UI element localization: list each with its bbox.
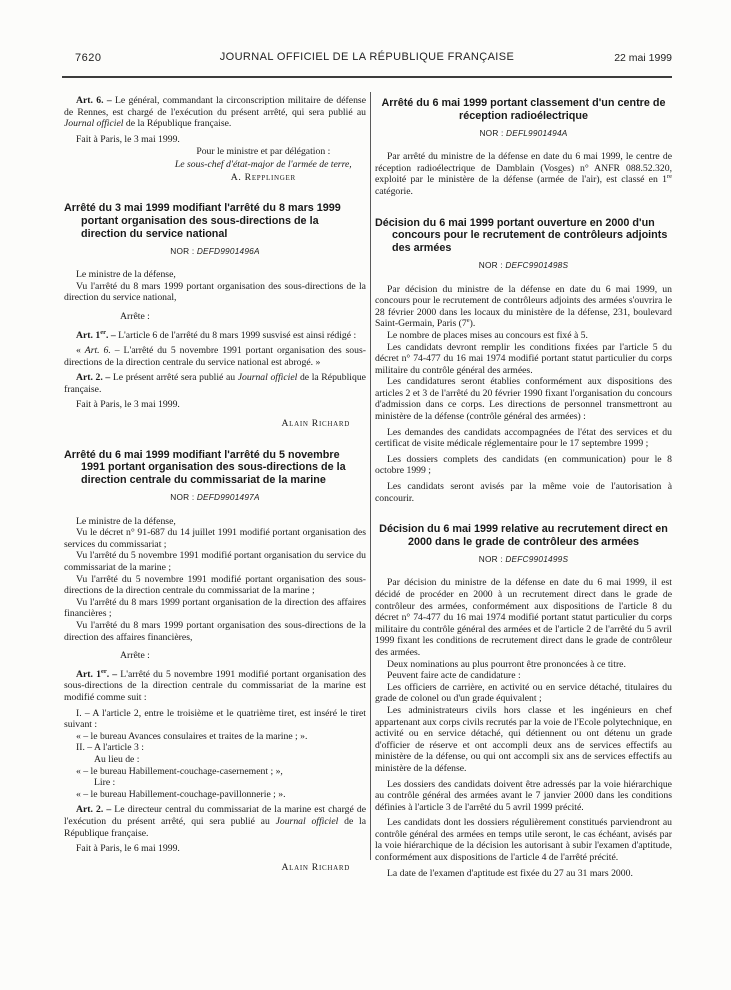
- signature-line: Le sous-chef d'état-major de l'armée de terre,: [174, 158, 352, 170]
- paragraph: « – le bureau Habillement-couchage-casernement ; »,: [76, 765, 283, 777]
- paragraph: Vu l'arrêté du 8 mars 1999 portant organisation des sous-directions de la direction du service national,: [64, 280, 366, 304]
- arrete-label: Arrête :: [120, 310, 150, 322]
- paragraph: Vu l'arrêté du 5 novembre 1991 modifié portant organisation des sous-directions de la direction centrale du commissariat de la marine ;: [64, 573, 366, 597]
- paragraph: II. – A l'article 3 :: [76, 742, 144, 754]
- article-heading: Décision du 6 mai 1999 relative au recrutement direct en 2000 dans le grade de contrôleur des armées: [379, 523, 668, 549]
- nor-line: NOR : DEFD9901497A: [170, 492, 260, 503]
- article-heading: Arrêté du 3 mai 1999 modifiant l'arrêté du 8 mars 1999 portant organisation des sous-directions de la direction du service national: [64, 202, 341, 240]
- nor-line: NOR : DEFC9901499S: [478, 553, 569, 564]
- paragraph: Vu l'arrêté du 8 mars 1999 portant organisation de la direction des affaires financières ;: [64, 596, 366, 620]
- article-heading: Arrêté du 6 mai 1999 portant classement d'un centre de réception radioélectrique: [381, 97, 666, 122]
- paragraph: « – le bureau Avances consulaires et traites de la marine ; ».: [76, 730, 308, 742]
- paragraph: Vu le décret n° 91-687 du 14 juillet 1991 modifié portant organisation des services du commissariat ;: [64, 527, 366, 550]
- issue-date: 22 mai 1999: [614, 52, 672, 64]
- paragraph: Vu l'arrêté du 8 mars 1999 portant organisation des sous-directions de la direction des affaires financières,: [64, 620, 366, 643]
- paragraph: Les dossiers complets des candidats (en communication) pour le 8 octobre 1999 ;: [375, 453, 672, 477]
- indented-line: Au lieu de :: [94, 753, 140, 765]
- paragraph: Par arrêté du ministre de la défense en date du 6 mai 1999, le centre de réception radioélectrique de Damblain (Vosges) n° ANFR 088.52.320, exploité par le ministère de la défense (armée de l'air), est classé en 1re catégorie.: [375, 151, 672, 197]
- paragraph: Les candidatures seront établies conformément aux dispositions des articles 2 et 3 de l'arrêté du 20 février 1990 fixant l'organisation du concours d'admission dans ce corps. Les directions de personnel transmettront au ministère de la défense (contrôle général des armées) :: [375, 376, 672, 423]
- paragraph: La date de l'examen d'aptitude est fixée du 27 au 31 mars 2000.: [387, 867, 633, 879]
- paragraph: Art. 1er. – L'arrêté du 5 novembre 1991 modifié portant organisation des sous-directions de la direction centrale du commissariat de la marine est modifié comme suit :: [64, 667, 366, 703]
- paragraph: Les candidats seront avisés par la même voie de l'autorisation à concourir.: [375, 481, 672, 504]
- paragraph: Les administrateurs civils hors classe et les ingénieurs en chef appartenant aux corps civils recrutés par la voie de l'Ecole polytechnique, en activité ou en service détaché, qui détiennent ou ont détenu un grade d'officier de réserve et ont accompli deux ans de services effectifs au ministère de la défense, ou qui ont accompli six ans de services effectifs au ministère de la défense.: [375, 704, 672, 774]
- article-heading: Décision du 6 mai 1999 portant ouverture en 2000 d'un concours pour le recrutement de contrôleurs adjoints des armées: [375, 216, 668, 255]
- nor-line: NOR : DEFD9901496A: [170, 245, 260, 256]
- signatory-name: Alain Richard: [281, 418, 350, 430]
- signatory-name: Alain Richard: [281, 861, 350, 873]
- paragraph: Peuvent faire acte de candidature :: [387, 670, 521, 682]
- paragraph: I. – A l'article 2, entre le troisième et le quatrième tiret, est inséré le tiret suivant :: [64, 707, 366, 731]
- signature-line: Pour le ministre et par délégation :: [196, 146, 331, 158]
- column-divider: [370, 92, 371, 860]
- nor-line: NOR : DEFL9901494A: [479, 127, 568, 138]
- journal-title: JOURNAL OFFICIEL DE LA RÉPUBLIQUE FRANÇAISE: [219, 51, 515, 63]
- column-right: [375, 97, 672, 879]
- header-rule: [62, 76, 672, 78]
- paragraph: Les candidats dont les dossiers régulièrement constitués parviendront au contrôle général des armées en temps utile seront, le cas échéant, avisés par la voie hiérarchique de la décision les autorisant à subir l'examen d'aptitude, conformément aux dispositions de l'article 4 de l'arrêté précité.: [375, 817, 672, 864]
- article-heading: Arrêté du 6 mai 1999 modifiant l'arrêté du 5 novembre 1991 portant organisation des sous-directions de la direction centrale du commissariat de la marine: [64, 448, 346, 487]
- page-header: [62, 50, 672, 68]
- paragraph: Les demandes des candidats accompagnées de l'état des services et du certificat de visite médicale réglementaire pour le 17 septembre 1999 ;: [375, 426, 672, 450]
- paragraph: Art. 6. – Le général, commandant la circonscription militaire de défense de Rennes, est chargé de l'exécution du présent arrêté, qui sera publié au Journal officiel de la République française.: [64, 95, 366, 130]
- paragraph: Art. 2. – Le présent arrêté sera publié au Journal officiel de la République française.: [64, 372, 366, 395]
- paragraph: Vu l'arrêté du 5 novembre 1991 modifié portant organisation du service du commissariat de la marine ;: [64, 550, 366, 574]
- paragraph: Les officiers de carrière, en activité ou en service détaché, titulaires du grade de colonel ou d'un grade équivalent ;: [375, 681, 672, 705]
- paragraph: Les candidats devront remplir les conditions fixées par l'article 5 du décret n° 74-477 du 16 mai 1974 modifié portant statut particulier du corps militaire du contrôle général des armées.: [375, 341, 672, 376]
- paragraph: Art. 2. – Le directeur central du commissariat de la marine est chargé de l'exécution du présent arrêté, qui sera publié au Journal officiel de la République française.: [64, 804, 366, 839]
- column-left: [64, 95, 366, 873]
- page-number: 7620: [75, 52, 102, 64]
- paragraph: Les dossiers des candidats doivent être adressés par la voie hiérarchique au contrôle général des armées avant le 7 janvier 2000 dans les conditions définies à l'article 3 de l'arrêté du 5 avril 1999 précité.: [375, 778, 672, 813]
- paragraph: Le nombre de places mises au concours est fixé à 5.: [387, 329, 588, 341]
- paragraph: « – le bureau Habillement-couchage-pavillonnerie ; ».: [76, 788, 286, 800]
- paragraph: Fait à Paris, le 3 mai 1999.: [76, 399, 180, 411]
- arrete-label: Arrête :: [120, 650, 150, 662]
- signature-line: A. Repplinger: [230, 171, 296, 183]
- paragraph: Par décision du ministre de la défense en date du 6 mai 1999, il est décidé de procéder en 2000 à un recrutement direct dans le grade de contrôleur des armées, conformément aux dispositions de l'article 8 du décret n° 74-477 du 16 mai 1974 modifié portant statut particulier du corps militaire du contrôle général des armées et de l'article 2 de l'arrêté du 5 avril 1999 fixant les conditions de recrutement direct dans le grade de contrôleur des armées.: [375, 577, 672, 658]
- paragraph: Fait à Paris, le 3 mai 1999.: [76, 133, 180, 145]
- nor-line: NOR : DEFC9901498S: [478, 259, 569, 270]
- paragraph: Le ministre de la défense,: [76, 269, 176, 281]
- paragraph: Par décision du ministre de la défense en date du 6 mai 1999, un concours pour le recrutement de contrôleurs adjoints des armées s'ouvrira le 28 février 2000 dans les locaux du ministère de la défense, 231, boulevard Saint-Germain, Paris (7e).: [375, 283, 672, 330]
- paragraph: « Art. 6. – L'arrêté du 5 novembre 1991 portant organisation des sous-directions de la direction centrale du service national est abrogé. »: [64, 345, 366, 368]
- indented-line: Lire :: [94, 777, 116, 789]
- paragraph: Deux nominations au plus pourront être prononcées à ce titre.: [387, 658, 626, 670]
- paragraph: Le ministre de la défense,: [76, 515, 176, 527]
- paragraph: Art. 1er. – L'article 6 de l'arrêté du 8 mars 1999 susvisé est ainsi rédigé :: [76, 328, 357, 341]
- paragraph: Fait à Paris, le 6 mai 1999.: [76, 843, 180, 855]
